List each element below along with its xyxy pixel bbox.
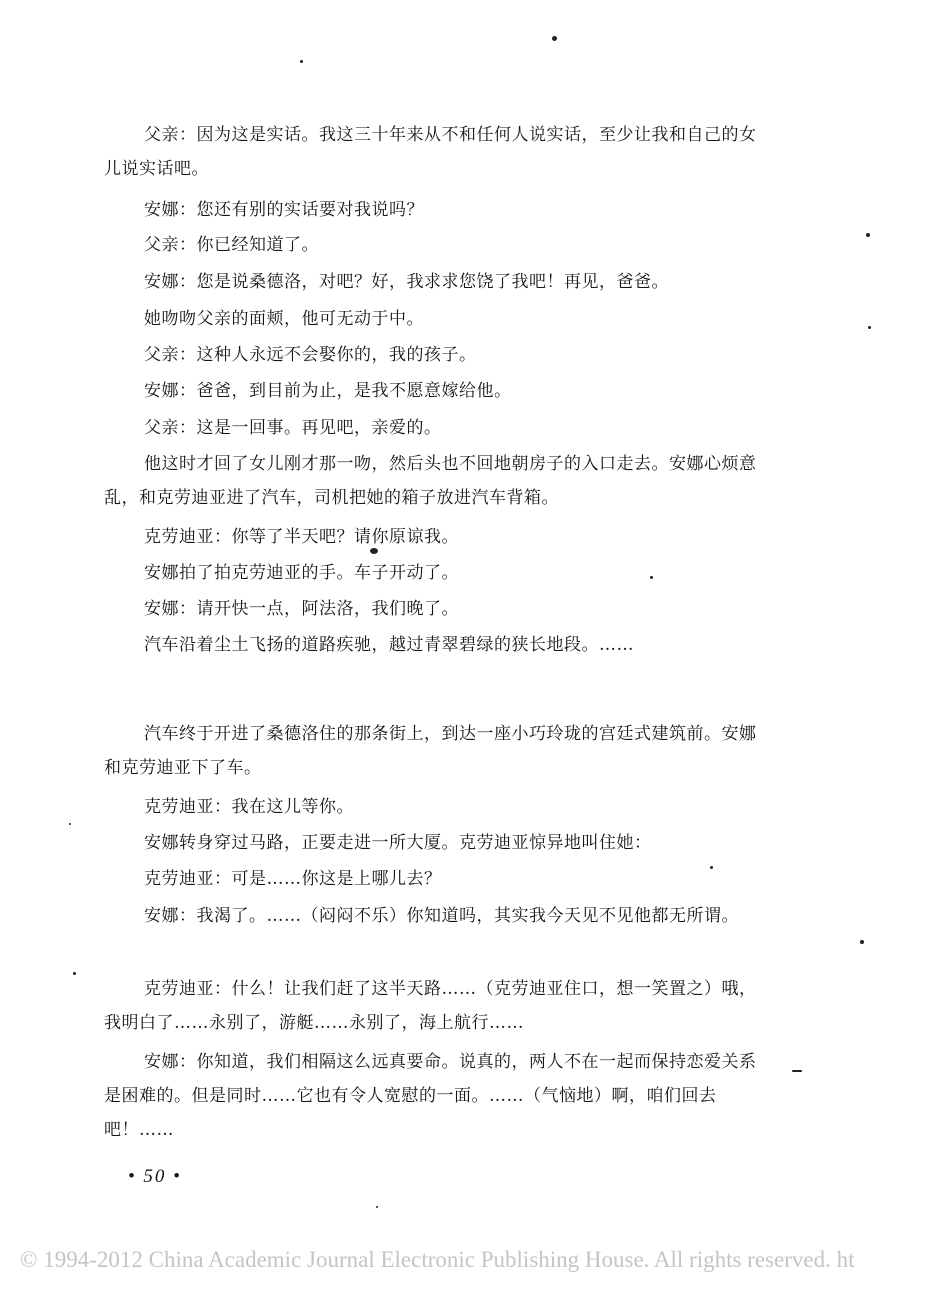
paragraph-19: 克劳迪亚：什么！让我们赶了这半天路……（克劳迪亚住口，想一笑置之）哦，我明白了……永别了，游艇……永别了，海上航行…… [104,979,757,1033]
page-number: • 50 • [128,1166,182,1187]
paragraph-16: 安娜转身穿过马路，正要走进一所大厦。克劳迪亚惊异地叫住她： [144,833,652,853]
paragraph-11: 安娜拍了拍克劳迪亚的手。车子开动了。 [144,563,459,583]
paragraph-15: 克劳迪亚：我在这儿等你。 [144,797,354,817]
paragraph-1: 父亲：因为这是实话。我这三十年来从不和任何人说实话，至少让我和自己的女儿说实话吧。 [104,125,757,179]
scan-speck [370,548,378,554]
paragraph-4: 安娜：您是说桑德洛，对吧？好，我求求您饶了我吧！再见，爸爸。 [144,272,669,292]
paragraph-9: 他这时才回了女儿刚才那一吻，然后头也不回地朝房子的入口走去。安娜心烦意乱，和克劳迪亚进了汽车，司机把她的箱子放进汽车背箱。 [104,454,757,508]
scan-speck [860,940,864,944]
paragraph-7: 安娜：爸爸，到目前为止，是我不愿意嫁给他。 [144,381,512,401]
scan-speck [73,972,76,975]
scan-speck [376,1206,378,1208]
paragraph-17: 克劳迪亚：可是……你这是上哪儿去？ [144,869,442,889]
paragraph-10: 克劳迪亚：你等了半天吧？请你原谅我。 [144,527,459,547]
scan-speck [69,823,71,825]
paragraph-2: 安娜：您还有别的实话要对我说吗？ [144,200,424,220]
paragraph-13: 汽车沿着尘土飞扬的道路疾驰，越过青翠碧绿的狭长地段。…… [144,635,634,655]
paragraph-12: 安娜：请开快一点，阿法洛，我们晚了。 [144,599,459,619]
paragraph-3: 父亲：你已经知道了。 [144,235,319,255]
paragraph-20: 安娜：你知道，我们相隔这么远真要命。说真的，两人不在一起而保持恋爱关系是困难的。但是同时……它也有令人宽慰的一面。……（气恼地）啊，咱们回去吧！…… [104,1052,757,1140]
copyright-watermark: © 1994-2012 China Academic Journal Electronic Publishing House. All rights reserved. ht [20,1247,855,1272]
scan-speck [868,326,871,329]
scan-speck [650,576,653,579]
paragraph-5: 她吻吻父亲的面颊，他可无动于中。 [144,309,424,329]
scan-speck [792,1070,802,1072]
paragraph-6: 父亲：这种人永远不会娶你的，我的孩子。 [144,345,477,365]
paragraph-14: 汽车终于开进了桑德洛住的那条街上，到达一座小巧玲珑的宫廷式建筑前。安娜和克劳迪亚下了车。 [104,724,757,778]
scan-speck [300,60,303,63]
paragraph-8: 父亲：这是一回事。再见吧，亲爱的。 [144,418,442,438]
scan-speck [710,866,713,869]
paragraph-18: 安娜：我渴了。……（闷闷不乐）你知道吗，其实我今天见不见他都无所谓。 [144,906,739,926]
scan-speck [866,233,870,237]
scan-speck [552,36,557,41]
